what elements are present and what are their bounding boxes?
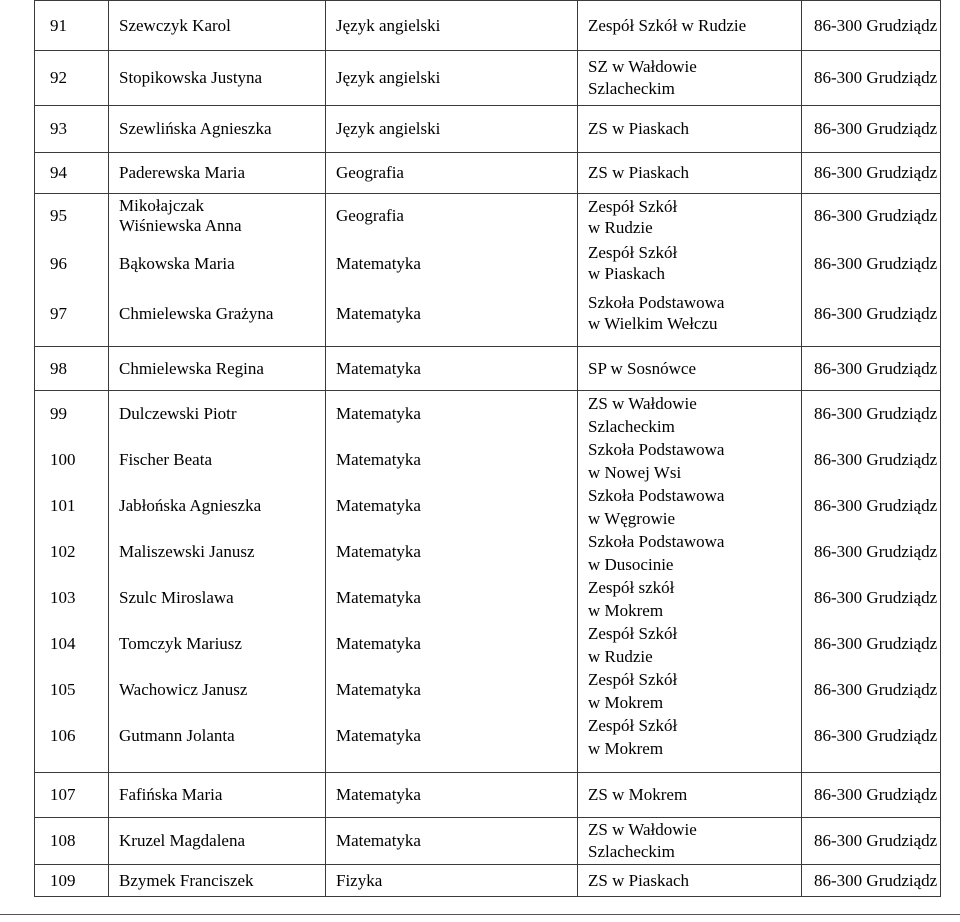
teacher-name: Dulczewski Piotr xyxy=(119,404,237,423)
table-row xyxy=(35,865,941,897)
city: 86-300 Grudziądz xyxy=(802,347,941,391)
row-number: 104 xyxy=(50,634,76,653)
city: 86-300 Grudziądz xyxy=(802,106,941,153)
school-line: Zespół szkół xyxy=(588,578,675,597)
row-number-stack xyxy=(35,194,109,347)
teacher-name: Szewczyk Karol xyxy=(109,1,326,51)
city: 86-300 Grudziądz xyxy=(814,304,938,323)
school: ZS w Mokrem xyxy=(578,773,802,818)
teacher-name: Bzymek Franciszek xyxy=(109,865,326,897)
subject: Matematyka xyxy=(336,254,421,273)
subject: Matematyka xyxy=(326,773,578,818)
row-number: 100 xyxy=(50,450,76,469)
city: 86-300 Grudziądz xyxy=(802,51,941,106)
table-row-group xyxy=(35,391,941,773)
school-line: Zespół Szkół xyxy=(588,624,678,643)
subject: Matematyka xyxy=(336,588,421,607)
row-number: 93 xyxy=(35,106,109,153)
subject: Język angielski xyxy=(326,1,578,51)
teacher-name: Bąkowska Maria xyxy=(119,254,235,273)
school-stack xyxy=(578,391,802,773)
school-line: ZS w Wałdowie xyxy=(588,394,697,413)
teacher-name: Szewlińska Agnieszka xyxy=(109,106,326,153)
school-line: w Węgrowie xyxy=(588,509,676,528)
row-number: 97 xyxy=(50,304,67,323)
row-number: 106 xyxy=(50,726,76,745)
school-line: w Mokrem xyxy=(588,601,664,620)
city: 86-300 Grudziądz xyxy=(802,1,941,51)
teacher-name-stack xyxy=(109,194,326,347)
table-row xyxy=(35,1,941,51)
school-line: ZS w Wałdowie xyxy=(588,820,697,839)
subject: Geografia xyxy=(336,206,404,225)
school-line: Szkoła Podstawowa xyxy=(588,486,725,505)
city: 86-300 Grudziądz xyxy=(802,865,941,897)
school-line: w Piaskach xyxy=(588,264,665,283)
school: ZS w Piaskach xyxy=(578,106,802,153)
teacher-name: Maliszewski Janusz xyxy=(119,542,255,561)
school-line: Szlacheckim xyxy=(588,79,675,98)
subject: Język angielski xyxy=(326,51,578,106)
row-number: 102 xyxy=(50,542,76,561)
school-stack xyxy=(578,194,802,347)
subject: Matematyka xyxy=(336,542,421,561)
row-number: 92 xyxy=(35,51,109,106)
city: 86-300 Grudziądz xyxy=(814,726,938,745)
school: ZS w Piaskach xyxy=(578,153,802,194)
table-row xyxy=(35,51,941,106)
subject: Matematyka xyxy=(336,304,421,323)
row-number: 101 xyxy=(50,496,76,515)
school: Zespół Szkół w Rudzie xyxy=(578,1,802,51)
subject: Język angielski xyxy=(326,106,578,153)
school-line: Szkoła Podstawowa xyxy=(588,293,725,312)
row-number-stack xyxy=(35,391,109,773)
school-line: w Rudzie xyxy=(588,218,653,237)
school-line: Szkoła Podstawowa xyxy=(588,532,725,551)
subject: Matematyka xyxy=(326,347,578,391)
teacher-name: Tomczyk Mariusz xyxy=(119,634,242,653)
subject: Matematyka xyxy=(336,634,421,653)
row-number: 107 xyxy=(35,773,109,818)
table-row xyxy=(35,818,941,865)
city-stack xyxy=(802,391,941,773)
page-footer-rule xyxy=(0,914,960,915)
school-line: Zespół Szkół xyxy=(588,716,678,735)
teacher-name: Stopikowska Justyna xyxy=(109,51,326,106)
subject: Matematyka xyxy=(336,404,421,423)
school-line: Szkoła Podstawowa xyxy=(588,440,725,459)
teacher-name: Wachowicz Janusz xyxy=(119,680,248,699)
city: 86-300 Grudziądz xyxy=(814,496,938,515)
table-row xyxy=(35,347,941,391)
school-line: SZ w Wałdowie xyxy=(588,57,697,76)
city: 86-300 Grudziądz xyxy=(814,588,938,607)
teacher-name-line: Mikołajczak xyxy=(119,196,204,215)
school-line: w Rudzie xyxy=(588,647,653,666)
city: 86-300 Grudziądz xyxy=(802,773,941,818)
teacher-name-stack xyxy=(109,391,326,773)
city: 86-300 Grudziądz xyxy=(802,818,941,865)
school-line: Zespół Szkół xyxy=(588,670,678,689)
row-number: 98 xyxy=(35,347,109,391)
school-line: Szlacheckim xyxy=(588,842,675,861)
teacher-name: Paderewska Maria xyxy=(109,153,326,194)
teacher-name: Chmielewska Regina xyxy=(109,347,326,391)
subject: Matematyka xyxy=(326,818,578,865)
subject-stack xyxy=(326,391,578,773)
school: SP w Sosnówce xyxy=(578,347,802,391)
teacher-name: Chmielewska Grażyna xyxy=(119,304,274,323)
teacher-name: Kruzel Magdalena xyxy=(109,818,326,865)
school-line: w Mokrem xyxy=(588,693,664,712)
school-line: Szlacheckim xyxy=(588,417,675,436)
teacher-name: Fischer Beata xyxy=(119,450,212,469)
city: 86-300 Grudziądz xyxy=(814,404,938,423)
table-row xyxy=(35,106,941,153)
school-line: Zespół Szkół xyxy=(588,197,678,216)
teacher-name: Szulc Miroslawa xyxy=(119,588,234,607)
subject: Fizyka xyxy=(326,865,578,897)
city: 86-300 Grudziądz xyxy=(814,254,938,273)
teachers-table xyxy=(34,0,941,897)
city: 86-300 Grudziądz xyxy=(814,634,938,653)
subject: Matematyka xyxy=(336,496,421,515)
table-row xyxy=(35,773,941,818)
row-number: 109 xyxy=(35,865,109,897)
city: 86-300 Grudziądz xyxy=(814,542,938,561)
school-line: w Mokrem xyxy=(588,739,664,758)
row-number: 99 xyxy=(50,404,67,423)
city-stack xyxy=(802,194,941,347)
subject: Matematyka xyxy=(336,726,421,745)
row-number: 108 xyxy=(35,818,109,865)
city: 86-300 Grudziądz xyxy=(814,680,938,699)
table-row xyxy=(35,153,941,194)
subject: Matematyka xyxy=(336,680,421,699)
school-line: w Nowej Wsi xyxy=(588,463,682,482)
row-number: 103 xyxy=(50,588,76,607)
row-number: 91 xyxy=(35,1,109,51)
teacher-name: Jabłońska Agnieszka xyxy=(119,496,262,515)
subject: Geografia xyxy=(326,153,578,194)
table-row-group xyxy=(35,194,941,347)
subject: Matematyka xyxy=(336,450,421,469)
school xyxy=(578,51,802,106)
school xyxy=(578,818,802,865)
row-number: 95 xyxy=(50,206,67,225)
subject-stack xyxy=(326,194,578,347)
row-number: 94 xyxy=(35,153,109,194)
school: ZS w Piaskach xyxy=(578,865,802,897)
row-number: 96 xyxy=(50,254,67,273)
row-number: 105 xyxy=(50,680,76,699)
teacher-name: Fafińska Maria xyxy=(109,773,326,818)
school-line: Zespół Szkół xyxy=(588,243,678,262)
teacher-name: Gutmann Jolanta xyxy=(119,726,235,745)
school-line: w Wielkim Wełczu xyxy=(588,314,718,333)
school-line: w Dusocinie xyxy=(588,555,674,574)
teacher-name-line: Wiśniewska Anna xyxy=(119,216,242,235)
city: 86-300 Grudziądz xyxy=(814,206,938,225)
city: 86-300 Grudziądz xyxy=(802,153,941,194)
city: 86-300 Grudziądz xyxy=(814,450,938,469)
